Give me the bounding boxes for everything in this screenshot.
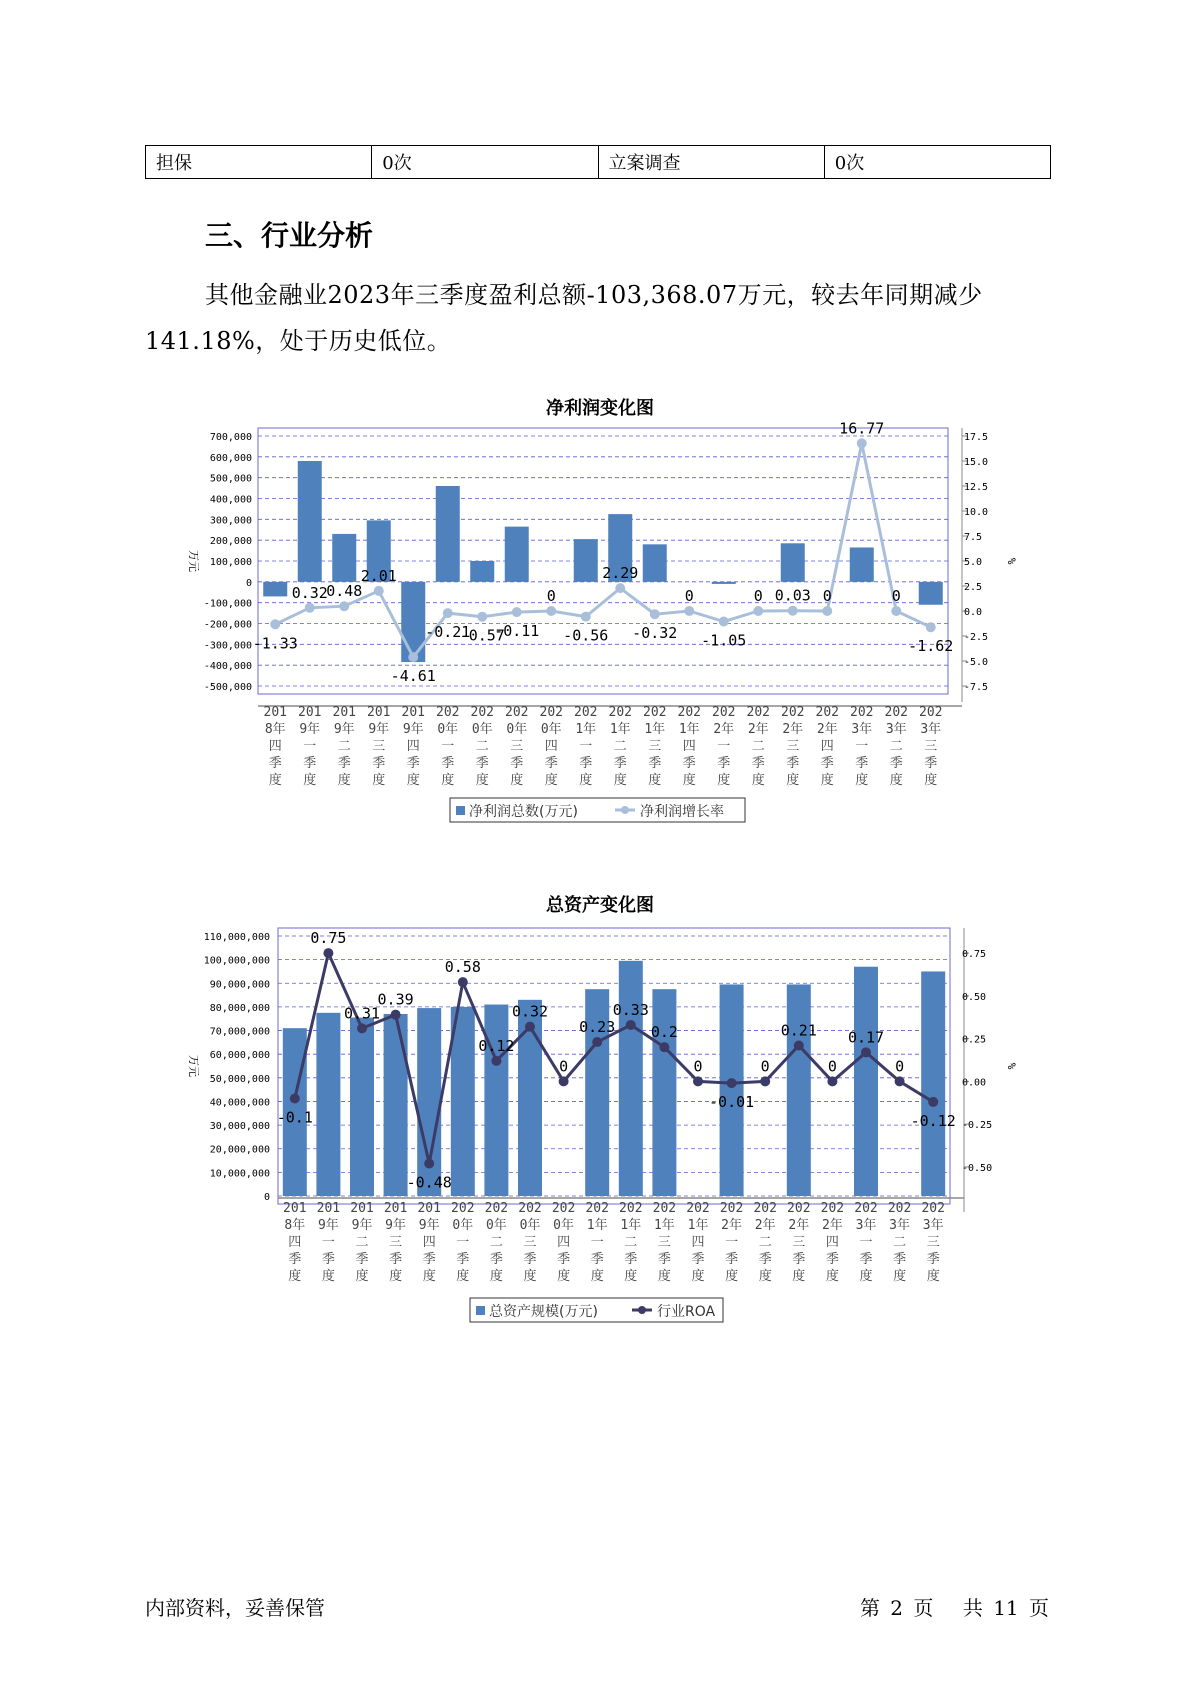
bar bbox=[484, 1005, 508, 1196]
page-total: 11 bbox=[993, 1596, 1019, 1620]
page-current: 2 bbox=[890, 1596, 904, 1620]
data-label: 2.29 bbox=[602, 564, 639, 583]
x-tick-label: 201 8年四季度 bbox=[283, 1201, 307, 1284]
bar bbox=[470, 561, 494, 582]
x-tick-label: 202 2年三季度 bbox=[787, 1201, 811, 1284]
y-right-tick-label: 0.0 bbox=[964, 607, 983, 618]
line-point bbox=[684, 606, 694, 616]
x-tick-label: 201 9年一季度 bbox=[316, 1201, 341, 1284]
x-tick-label: 202 2年一季度 bbox=[719, 1201, 744, 1284]
data-label: 0.33 bbox=[612, 1000, 649, 1019]
x-tick-label: 202 0年四季度 bbox=[539, 705, 563, 788]
y-left-tick-label: 100,000 bbox=[209, 557, 252, 568]
line-point bbox=[928, 1097, 938, 1107]
legend-bar-swatch bbox=[456, 806, 465, 815]
bar bbox=[643, 544, 667, 582]
bar bbox=[850, 547, 874, 581]
legend-bar-swatch bbox=[476, 1306, 485, 1315]
data-label: 0 bbox=[693, 1057, 703, 1076]
line-point bbox=[719, 617, 729, 627]
line-point bbox=[891, 606, 901, 616]
total-prefix: 共 bbox=[962, 1596, 983, 1620]
table-cell: 立案调查 bbox=[598, 146, 824, 179]
data-label: 0.58 bbox=[444, 958, 481, 977]
x-tick-label: 202 1年二季度 bbox=[619, 1201, 643, 1284]
total-word: 页 bbox=[1029, 1596, 1049, 1620]
analysis-paragraph: 其他金融业2023年三季度盈利总额-103,368.07万元，较去年同期减少141.18%，处于历史低位。 bbox=[145, 281, 983, 355]
x-tick-label: 201 9年四季度 bbox=[417, 1201, 441, 1284]
data-label: -0.57 bbox=[459, 626, 505, 645]
data-label: 0 bbox=[753, 587, 763, 605]
y-left-tick-label: 0 bbox=[245, 577, 252, 589]
line-point bbox=[357, 1023, 367, 1033]
x-tick-label: 202 1年三季度 bbox=[652, 1201, 677, 1284]
x-tick-label: 202 1年二季度 bbox=[608, 705, 632, 788]
line-point bbox=[760, 1076, 770, 1086]
y-right-tick-label: 5.0 bbox=[964, 557, 983, 568]
y-right-axis-label: % bbox=[1005, 557, 1018, 565]
data-label: 0.12 bbox=[478, 1036, 515, 1055]
y-right-tick-label: 7.5 bbox=[964, 532, 983, 543]
y-right-tick-label: -2.5 bbox=[964, 632, 989, 643]
y-left-axis-label: 万元 bbox=[187, 1055, 200, 1077]
y-left-tick-label: -300,000 bbox=[203, 640, 252, 652]
x-tick-label: 202 2年二季度 bbox=[746, 705, 770, 788]
bar bbox=[712, 582, 736, 584]
x-tick-label: 202 2年一季度 bbox=[712, 705, 736, 788]
data-label: 0.48 bbox=[326, 582, 363, 601]
legend-bar-label: 净利润总数(万元) bbox=[469, 804, 578, 820]
x-tick-label: 201 9年三季度 bbox=[367, 705, 391, 788]
y-right-tick-label: 0.50 bbox=[962, 991, 987, 1003]
data-label: 0.23 bbox=[579, 1018, 616, 1037]
bar bbox=[919, 582, 943, 605]
line-point bbox=[559, 1076, 569, 1086]
data-label: 16.77 bbox=[839, 420, 885, 438]
line-point bbox=[788, 606, 798, 616]
x-tick-label: 202 3年二季度 bbox=[884, 705, 908, 788]
line-point bbox=[626, 1020, 636, 1030]
bar bbox=[854, 967, 878, 1196]
bar bbox=[619, 961, 643, 1196]
y-right-tick-label: 0.25 bbox=[962, 1034, 987, 1046]
y-left-tick-label: 50,000,000 bbox=[209, 1073, 270, 1085]
x-tick-label: 202 0年四季度 bbox=[551, 1201, 576, 1284]
y-left-tick-label: 110,000,000 bbox=[203, 932, 270, 943]
data-label: -1.33 bbox=[252, 634, 298, 653]
data-label: 0 bbox=[684, 587, 694, 605]
data-label: -0.32 bbox=[632, 624, 678, 643]
y-left-tick-label: 80,000,000 bbox=[209, 1002, 270, 1014]
table-cell: 0次 bbox=[372, 146, 598, 179]
line-point bbox=[753, 606, 763, 616]
legend-bar-label: 总资产规模(万元) bbox=[489, 1304, 598, 1320]
page-prefix: 第 bbox=[859, 1596, 880, 1620]
line-point bbox=[827, 1076, 837, 1086]
data-label: 2.01 bbox=[360, 566, 397, 585]
y-left-axis-label: 万元 bbox=[187, 550, 200, 572]
x-tick-label: 201 9年二季度 bbox=[350, 1201, 374, 1284]
y-right-tick-label: 12.5 bbox=[964, 482, 989, 493]
data-label: 0.75 bbox=[310, 929, 347, 948]
y-right-tick-label: -0.25 bbox=[962, 1120, 993, 1132]
bar bbox=[436, 486, 460, 582]
x-tick-label: 202 2年三季度 bbox=[781, 705, 805, 788]
y-left-tick-label: 90,000,000 bbox=[209, 979, 270, 991]
line-point bbox=[546, 606, 556, 616]
data-label: 0.17 bbox=[847, 1028, 885, 1047]
info-table bbox=[145, 145, 1051, 179]
section-title: 三、行业分析 bbox=[205, 219, 374, 252]
x-tick-label: 202 0年三季度 bbox=[505, 705, 529, 788]
x-tick-label: 201 9年四季度 bbox=[401, 705, 425, 788]
line-point bbox=[581, 612, 591, 622]
table-cell: 担保 bbox=[146, 146, 372, 179]
line-point bbox=[391, 1010, 401, 1020]
y-left-tick-label: 300,000 bbox=[209, 515, 252, 527]
x-tick-label: 202 1年四季度 bbox=[677, 705, 701, 788]
x-tick-label: 202 1年三季度 bbox=[643, 705, 667, 788]
data-label: 0.2 bbox=[650, 1023, 678, 1042]
y-right-tick-label: -5.0 bbox=[964, 657, 989, 668]
legend-line-marker bbox=[621, 806, 629, 814]
line-point bbox=[650, 609, 660, 619]
y-left-tick-label: 100,000,000 bbox=[203, 955, 270, 967]
y-left-tick-label: 30,000,000 bbox=[209, 1121, 270, 1133]
data-label: -0.11 bbox=[494, 622, 540, 641]
x-tick-label: 202 3年一季度 bbox=[850, 705, 874, 788]
y-left-tick-label: 60,000,000 bbox=[209, 1050, 270, 1062]
line-point bbox=[693, 1076, 703, 1086]
bar bbox=[298, 461, 322, 582]
line-point bbox=[408, 652, 418, 662]
x-tick-label: 202 2年二季度 bbox=[753, 1201, 777, 1284]
data-label: -0.1 bbox=[276, 1108, 313, 1127]
line-point bbox=[926, 622, 936, 632]
data-label: -0.12 bbox=[910, 1111, 956, 1130]
chart-title: 总资产变化图 bbox=[546, 895, 654, 916]
data-label: 0.39 bbox=[377, 990, 414, 1009]
line-point bbox=[458, 977, 468, 987]
data-label: -0.56 bbox=[563, 626, 609, 645]
line-point bbox=[374, 586, 384, 596]
data-label: 0.32 bbox=[291, 583, 328, 602]
y-left-tick-label: 400,000 bbox=[209, 494, 252, 506]
net-profit-chart bbox=[0, 420, 1191, 880]
y-left-tick-label: 70,000,000 bbox=[209, 1026, 270, 1038]
legend-line-marker bbox=[638, 1306, 646, 1314]
x-tick-label: 201 9年二季度 bbox=[332, 705, 356, 788]
y-right-tick-label: 0.00 bbox=[962, 1077, 987, 1089]
bar bbox=[263, 582, 287, 597]
line-point bbox=[592, 1037, 602, 1047]
line-point bbox=[443, 608, 453, 618]
data-label: 0 bbox=[827, 1057, 837, 1076]
line-point bbox=[270, 619, 280, 629]
total-assets-chart bbox=[0, 920, 1191, 1360]
data-label: 0 bbox=[546, 587, 556, 605]
bar bbox=[384, 1014, 408, 1196]
x-tick-label: 202 0年二季度 bbox=[484, 1201, 509, 1284]
x-tick-label: 202 0年一季度 bbox=[451, 1201, 475, 1284]
line-point bbox=[305, 603, 315, 613]
line-point bbox=[822, 606, 832, 616]
x-tick-label: 202 0年二季度 bbox=[470, 705, 494, 788]
line-point bbox=[857, 438, 867, 448]
x-tick-label: 202 0年三季度 bbox=[518, 1201, 542, 1284]
bar bbox=[781, 543, 805, 582]
bar bbox=[401, 582, 425, 662]
y-left-tick-label: 500,000 bbox=[209, 473, 252, 485]
data-label: -0.01 bbox=[709, 1093, 755, 1112]
line-point bbox=[525, 1022, 535, 1032]
data-label: -0.21 bbox=[425, 623, 471, 642]
y-left-tick-label: 20,000,000 bbox=[209, 1144, 270, 1156]
legend-line-label: 净利润增长率 bbox=[640, 804, 724, 820]
y-right-tick-label: -7.5 bbox=[964, 682, 989, 693]
bar bbox=[652, 989, 676, 1196]
data-label: -1.05 bbox=[701, 631, 747, 650]
legend-line-label: 行业ROA bbox=[657, 1304, 716, 1320]
data-label: 0.31 bbox=[343, 1004, 381, 1023]
y-left-tick-label: -500,000 bbox=[203, 682, 252, 693]
y-right-tick-label: -0.50 bbox=[962, 1162, 993, 1174]
data-label: 0.21 bbox=[780, 1021, 817, 1040]
data-label: 0.03 bbox=[774, 586, 811, 605]
data-label: 0 bbox=[822, 587, 832, 605]
bar bbox=[921, 971, 945, 1196]
table-row bbox=[146, 146, 1051, 179]
x-tick-label: 202 3年一季度 bbox=[854, 1201, 878, 1284]
x-tick-label: 202 1年一季度 bbox=[585, 1201, 609, 1284]
x-tick-label: 202 2年四季度 bbox=[820, 1201, 845, 1284]
bar bbox=[332, 534, 356, 582]
y-right-tick-label: 0.75 bbox=[962, 949, 987, 961]
y-right-tick-label: 17.5 bbox=[964, 432, 989, 443]
y-right-tick-label: 15.0 bbox=[964, 457, 989, 468]
line-point bbox=[794, 1040, 804, 1050]
line-point bbox=[615, 583, 625, 593]
line-point bbox=[323, 948, 333, 958]
bar bbox=[720, 984, 744, 1196]
x-tick-label: 202 2年四季度 bbox=[815, 705, 839, 788]
data-label: 0.32 bbox=[511, 1002, 549, 1021]
x-tick-label: 202 0年一季度 bbox=[436, 705, 460, 788]
x-tick-label: 202 1年四季度 bbox=[686, 1201, 710, 1284]
data-label: 0 bbox=[559, 1057, 569, 1076]
data-label: -4.61 bbox=[390, 667, 436, 686]
bar bbox=[316, 1013, 340, 1196]
line-point bbox=[491, 1056, 501, 1066]
x-tick-label: 201 9年三季度 bbox=[383, 1201, 408, 1284]
x-tick-label: 201 8年四季度 bbox=[263, 705, 287, 788]
bar bbox=[350, 1018, 374, 1196]
line-point bbox=[424, 1159, 434, 1169]
y-left-tick-label: 700,000 bbox=[209, 432, 252, 443]
x-tick-label: 201 9年一季度 bbox=[298, 705, 322, 788]
y-left-tick-label: 0 bbox=[263, 1192, 270, 1203]
y-right-tick-label: 2.5 bbox=[964, 582, 983, 593]
y-right-axis-label: % bbox=[1005, 1062, 1018, 1070]
line-point bbox=[861, 1047, 871, 1057]
line-point bbox=[512, 607, 522, 617]
line-point bbox=[339, 601, 349, 611]
x-tick-label: 202 3年三季度 bbox=[921, 1201, 945, 1284]
y-left-tick-label: 200,000 bbox=[209, 536, 252, 548]
x-tick-label: 202 3年三季度 bbox=[919, 705, 943, 788]
y-right-tick-label: 10.0 bbox=[964, 507, 989, 518]
x-tick-label: 202 1年一季度 bbox=[574, 705, 598, 788]
bar bbox=[505, 527, 529, 582]
footer-page-number bbox=[858, 1592, 1051, 1621]
data-label: -0.48 bbox=[406, 1173, 452, 1192]
data-label: 0 bbox=[895, 1057, 905, 1076]
y-left-tick-label: 40,000,000 bbox=[209, 1097, 270, 1109]
y-left-tick-label: -400,000 bbox=[203, 661, 252, 673]
chart-title: 净利润变化图 bbox=[546, 398, 654, 419]
bar bbox=[787, 984, 811, 1196]
line-point bbox=[290, 1094, 300, 1104]
data-label: -1.62 bbox=[908, 637, 954, 656]
line-point bbox=[895, 1076, 905, 1086]
data-label: 0 bbox=[760, 1057, 770, 1076]
y-left-tick-label: -200,000 bbox=[203, 619, 252, 631]
page-word: 页 bbox=[913, 1596, 934, 1620]
footer-confidential: 内部资料，妥善保管 bbox=[145, 1596, 325, 1620]
bar bbox=[574, 539, 598, 582]
table-cell: 0次 bbox=[824, 146, 1050, 179]
y-left-tick-label: 600,000 bbox=[209, 452, 252, 464]
data-label: 0 bbox=[891, 587, 901, 605]
line-point bbox=[659, 1042, 669, 1052]
y-left-tick-label: 10,000,000 bbox=[209, 1168, 270, 1180]
y-left-tick-label: -100,000 bbox=[203, 598, 252, 610]
line-point bbox=[727, 1078, 737, 1088]
x-tick-label: 202 3年二季度 bbox=[887, 1201, 912, 1284]
line-point bbox=[477, 612, 487, 622]
